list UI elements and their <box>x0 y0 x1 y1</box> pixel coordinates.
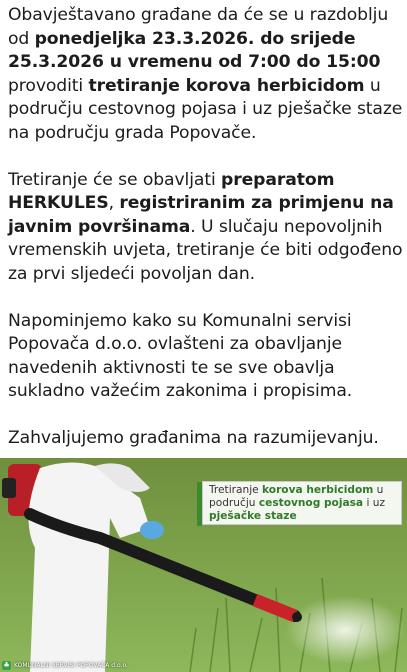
bold-text-run: tretiranje korova herbicidom <box>88 75 365 96</box>
text-run: u području cestovnog pojasa i uz pješačke staze na području grada Popovače. <box>8 75 403 143</box>
caption-part-1: Tretiranje <box>209 484 263 496</box>
bold-text-run: preparatom HERKULES <box>8 169 335 214</box>
text-run: , <box>108 193 120 214</box>
caption-part-2: korova herbicidom <box>262 484 374 496</box>
caption-part-6: pješačke staze <box>209 510 297 522</box>
text-run: Zahvaljujemo građanima na razumijevanju. <box>8 427 379 448</box>
post-text <box>8 4 403 474</box>
text-run: . U slučaju nepovoljnih vremenskih uvjeta, tretiranje će biti odgođeno za prvi sljedeći povoljan dan. <box>8 216 403 284</box>
paragraph-4 <box>8 427 403 451</box>
paragraph-2 <box>8 169 403 287</box>
text-run: provoditi <box>8 75 89 96</box>
company-logo <box>2 659 128 671</box>
caption-part-5: i uz <box>363 497 386 509</box>
text-run: Obavještavano građane da će se u razdoblju od <box>8 5 389 49</box>
image-caption-overlay <box>202 481 402 525</box>
caption-part-3: u području <box>209 484 384 509</box>
bold-text-run: ponedjeljka 23.3.2026. do srijede 25.3.2026 u vremenu od 7:00 do 15:00 <box>8 28 381 73</box>
logo-text: KOMUNALNI SERVISI POPOVAČA d.o.o. <box>14 661 128 669</box>
text-run: Tretiranje će se obavljati <box>8 169 222 190</box>
bold-text-run: registriranim za primjenu na javnim površinama <box>8 193 394 237</box>
paragraph-1 <box>8 4 403 146</box>
caption-part-4: cestovnog pojasa <box>258 497 364 509</box>
paragraph-3 <box>8 310 403 404</box>
text-run: Napominjemo kako su Komunalni servisi Popovača d.o.o. ovlašteni za obavljanje navedenih aktivnosti te se sve obavlja sukladno važećim zakonima i propisima. <box>8 310 353 402</box>
leaf-logo-icon: ♣ <box>3 661 10 669</box>
